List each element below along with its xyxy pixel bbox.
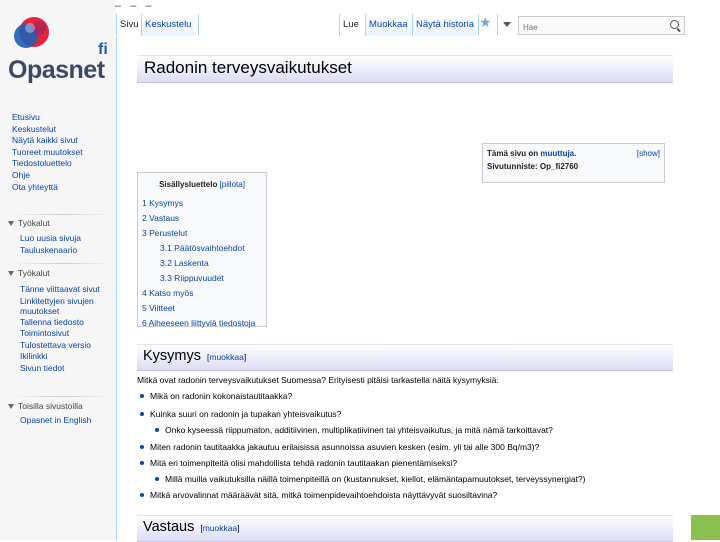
portal-heading-label: Työkalut [18, 268, 50, 278]
collapse-triangle-icon [8, 404, 14, 409]
toc-item[interactable]: 3.3 Riippuvuudet [160, 273, 224, 283]
portal-tools-list [20, 233, 114, 256]
question-bullet: Mitkä arvovalinnat määräävät sitä, mitkä toimenpidevaihtoehdoista näyttävyvät suosiltavina? [150, 490, 498, 500]
question-bullet: Mikä on radonin kokonaistautitaakka? [150, 391, 293, 401]
nav-item[interactable]: Etusivu [12, 112, 40, 122]
logo-wordmark: Opasnet [8, 56, 105, 84]
divider [14, 214, 110, 215]
infobox-show-toggle[interactable]: [show] [636, 149, 660, 158]
question-subbullet: Millä muilla vaikutuksilla näillä toimenpiteillä on (kustannukset, kiellot, elämäntapamuutokset, terveyssynergiat?) [165, 474, 586, 484]
watch-star-icon[interactable]: ★ [479, 14, 492, 30]
table-of-contents [137, 172, 267, 327]
portal-item[interactable]: Linkitettyjen sivujen muutokset [20, 295, 94, 316]
section-edit-link[interactable]: [muokkaa] [200, 523, 240, 533]
toc-item[interactable]: 3.2 Laskenta [160, 258, 209, 268]
sidebar [0, 0, 116, 540]
portal-other-sites-list [20, 415, 114, 427]
page-title: Radonin terveysvaikutukset [144, 58, 352, 77]
portal-item[interactable]: Sivun tiedot [20, 362, 65, 373]
toc-list [142, 196, 255, 331]
toc-title: Sisällysluettelo [piilota] [159, 180, 245, 189]
portal-item[interactable]: Toimintosivut [20, 328, 70, 339]
infobox-line1: Tämä sivu on muuttuja. [487, 149, 577, 158]
portal-item[interactable]: Tallenna tiedosto [20, 316, 84, 327]
toc-item[interactable]: 5 Viitteet [142, 303, 175, 313]
question-bullet: Miten radonin tautitaakka jakautuu erilaisissa asunnoissa asuvien kesken (esim. yli tai alle 300 Bq/m3)? [150, 442, 540, 452]
portal-toolbox-list [20, 284, 114, 375]
collapse-triangle-icon [8, 271, 14, 276]
tab-edit[interactable]: Muokkaa [366, 14, 411, 36]
tab-read[interactable]: Lue [340, 14, 362, 36]
main-nav [12, 112, 112, 193]
logo-suffix: fi [98, 41, 108, 58]
section-heading-answer: Vastaus [muokkaa] [143, 519, 240, 535]
nav-item[interactable]: Tiedostoluettelo [12, 158, 72, 169]
nav-item[interactable]: Ohje [12, 169, 30, 180]
portal-item[interactable]: Luo uusia sivuja [20, 233, 81, 243]
nav-item[interactable]: Keskustelut [12, 123, 56, 134]
portal-heading-other-sites[interactable] [8, 401, 83, 411]
logo-circles-icon [8, 8, 68, 58]
section-edit-link[interactable]: [muokkaa] [207, 352, 247, 362]
divider [14, 396, 110, 397]
divider [14, 263, 110, 264]
infobox-variable-link[interactable]: muuttuja [540, 149, 575, 158]
tab-history[interactable]: Näytä historia [413, 14, 477, 36]
portal-heading-label: Työkalut [18, 218, 50, 228]
more-actions-dropdown-icon[interactable] [503, 22, 511, 27]
variable-infobox [482, 143, 665, 183]
portal-item[interactable]: Tulostettava versio [20, 339, 92, 350]
section-heading-question: Kysymys [muokkaa] [143, 348, 247, 364]
toc-item[interactable]: 6 Aiheeseen liittyviä tiedostoja [142, 318, 256, 328]
accent-square [691, 515, 720, 540]
portal-item[interactable]: Opasnet in English [20, 415, 92, 425]
opasnet-logo[interactable] [4, 8, 112, 84]
top-marks: – – – [115, 0, 155, 12]
nav-item[interactable]: Tuoreet muutokset [12, 146, 83, 157]
nav-item[interactable]: Ota yhteyttä [12, 181, 58, 192]
toc-item[interactable]: 3 Perustelut [142, 228, 188, 238]
nav-item[interactable]: Näytä kaikki sivut [12, 135, 78, 146]
tab-discussion[interactable]: Keskustelu [142, 14, 194, 36]
infobox-page-id: Sivutunniste: Op_fi2760 [487, 162, 579, 171]
portal-heading-toolbox[interactable] [8, 268, 50, 278]
collapse-triangle-icon [8, 221, 14, 226]
toc-item[interactable]: 2 Vastaus [142, 213, 180, 223]
tab-page[interactable]: Sivu [117, 14, 141, 36]
toc-item[interactable]: 1 Kysymys [142, 198, 184, 208]
toc-item[interactable]: 4 Katso myös [142, 288, 194, 298]
search-icon[interactable] [670, 20, 679, 29]
question-subbullet: Onko kyseessä riippumaton, additiivinen, multiplikatiivinen tai yhteisvaikutus, ja mitä nämä tarkoittavat? [165, 425, 553, 435]
portal-heading-label: Toisilla sivustoilla [18, 401, 83, 411]
search-input[interactable] [519, 19, 667, 36]
search-box [518, 16, 685, 35]
portal-item[interactable]: Tauluskenaario [20, 244, 78, 255]
portal-item[interactable]: Tänne viittaavat sivut [20, 284, 100, 294]
question-bullet: Kuinka suuri on radonin ja tupakan yhteisvaikutus? [150, 409, 342, 419]
tab-divider [497, 14, 498, 36]
portal-item[interactable]: Ikilinkki [20, 351, 48, 362]
portal-heading-tools[interactable] [8, 218, 50, 228]
toc-item[interactable]: 3.1 Päätösvaihtoehdot [160, 243, 245, 253]
question-bullet: Mitä eri toimenpiteitä olisi mahdollista tehdä radonin tautitaakan pienentämiseksi? [150, 458, 458, 468]
tab-divider [198, 14, 199, 36]
section-intro: Mitkä ovat radonin terveysvaikutukset Suomessa? Erityisesti pitäisi tarkastella näitä kysymyksiä: [137, 375, 499, 385]
toc-hide-toggle[interactable]: [piilota] [219, 180, 245, 189]
